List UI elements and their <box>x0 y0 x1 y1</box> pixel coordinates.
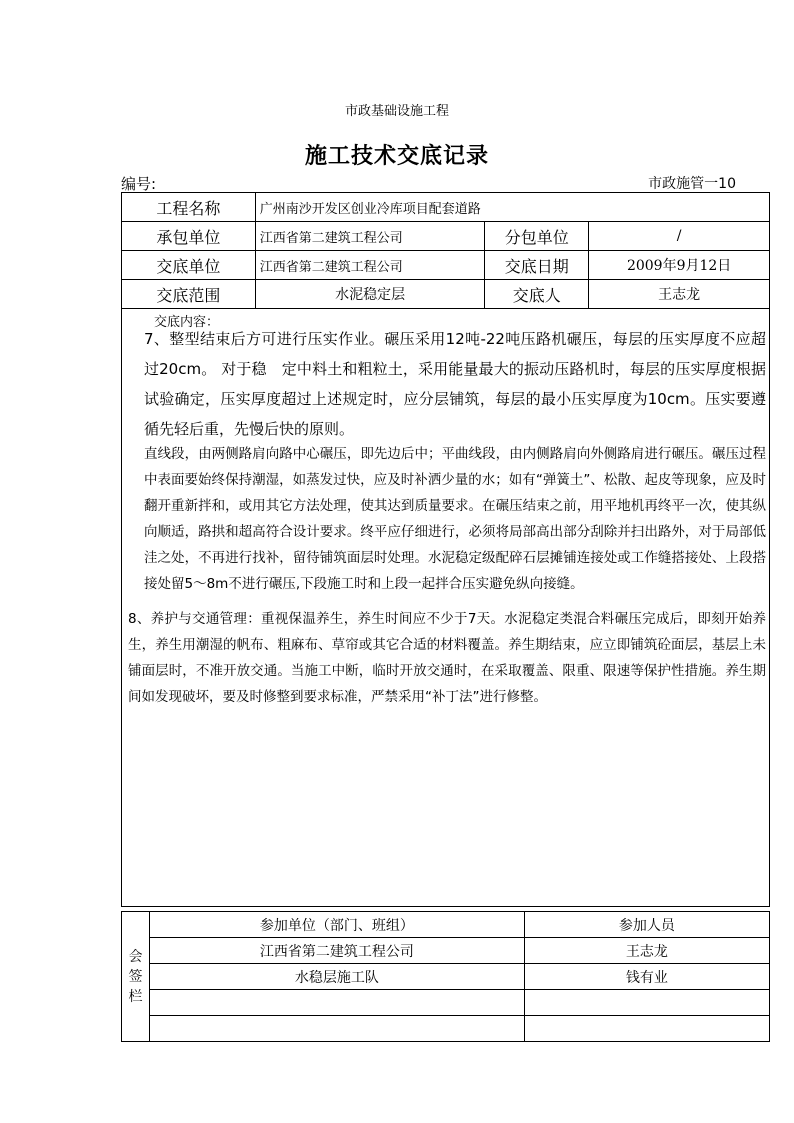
sign-col-unit: 参加单位（部门、班组） <box>149 912 524 938</box>
subcontractor-label: 分包单位 <box>485 222 589 251</box>
sign-unit <box>149 1016 524 1042</box>
signature-table <box>121 911 770 1042</box>
contractor-value: 江西省第二建筑工程公司 <box>255 222 485 251</box>
row-issuer <box>122 251 770 280</box>
serial-value: 市政施管一10 <box>648 176 736 192</box>
sign-person <box>524 1016 769 1042</box>
project-value: 广州南沙开发区创业冷库项目配套道路 <box>255 193 769 222</box>
row-content <box>122 309 770 907</box>
contractor-label: 承包单位 <box>122 222 256 251</box>
row-contractor <box>122 222 770 251</box>
sign-col-person: 参加人员 <box>524 912 769 938</box>
scope-label: 交底范围 <box>122 280 256 309</box>
person-label: 交底人 <box>485 280 589 309</box>
project-category: 市政基础设施工程 <box>344 104 449 119</box>
row-project <box>122 193 770 222</box>
sign-person: 钱有业 <box>524 964 769 990</box>
row-scope <box>122 280 770 309</box>
sign-row <box>122 964 770 990</box>
project-label: 工程名称 <box>122 193 256 222</box>
issuer-value: 江西省第二建筑工程公司 <box>255 251 485 280</box>
sign-row <box>122 990 770 1016</box>
sign-unit: 江西省第二建筑工程公司 <box>149 938 524 964</box>
scope-value: 水泥稳定层 <box>255 280 485 309</box>
sign-unit <box>149 990 524 1016</box>
serial-label: 编号: <box>121 175 157 193</box>
content-paragraph-1: 7、整型结束后方可进行压实作业。碾压采用12吨-22吨压路机碾压，每层的压实厚度不应超过20cm。 对于稳 定中料土和粗粒土，采用能量最大的振动压路机时，每层的压实厚度根据试验确定，压实厚度超过上述规定时，应分层铺筑，每层的最小压实厚度为10cm。压实要遵循先轻后重，先慢后快的原则。 <box>144 330 766 438</box>
sign-row <box>122 1016 770 1042</box>
content-cell <box>122 309 770 907</box>
info-table <box>121 192 770 907</box>
sign-unit: 水稳层施工队 <box>149 964 524 990</box>
person-value: 王志龙 <box>589 280 770 309</box>
content-paragraph-2: 直线段，由两侧路肩向路中心碾压，即先边后中；平曲线段，由内侧路肩向外侧路肩进行碾压。碾压过程中表面要始终保持潮湿，如蒸发过快，应及时补洒少量的水；如有“弹簧土”、松散、起皮等现象，应及时翻开重新拌和，或用其它方法处理，使其达到质量要求。在碾压结束之前，用平地机再终平一次，使其纵向顺适，路拱和超高符合设计要求。终平应仔细进行，必须将局部高出部分刮除并扫出路外，对于局部低洼之处，不再进行找补，留待铺筑面层时处理。水泥稳定级配碎石层摊铺连接处或工作缝搭接处、上段搭接处留5～8m不进行碾压,下段施工时和上段一起拌合压实避免纵向接缝。 <box>144 446 766 592</box>
sign-header-row <box>122 912 770 938</box>
content-title: 交底内容： <box>154 315 220 330</box>
content-paragraph-3: 8、养护与交通管理：重视保温养生，养生时间应不少于7天。水泥稳定类混合料碾压完成后，即刻开始养生，养生用潮湿的帆布、粗麻布、草帘或其它合适的材料覆盖。养生期结束，应立即铺筑砼面层，基层上未铺面层时，不准开放交通。当施工中断，临时开放交通时，在采取覆盖、限重、限速等保护性措施。养生期间如发现破坏，要及时修整到要求标准，严禁采用“补丁法”进行修整。 <box>128 611 766 705</box>
sign-row <box>122 938 770 964</box>
document-title: 施工技术交底记录 <box>304 143 489 169</box>
sign-person: 王志龙 <box>524 938 769 964</box>
date-label: 交底日期 <box>485 251 589 280</box>
sign-side-label <box>122 912 150 1042</box>
sign-person <box>524 990 769 1016</box>
subcontractor-value: / <box>589 222 770 251</box>
sign-side-label-text: 会签栏 <box>128 948 143 1005</box>
date-value: 2009年9月12日 <box>589 251 770 280</box>
issuer-label: 交底单位 <box>122 251 256 280</box>
